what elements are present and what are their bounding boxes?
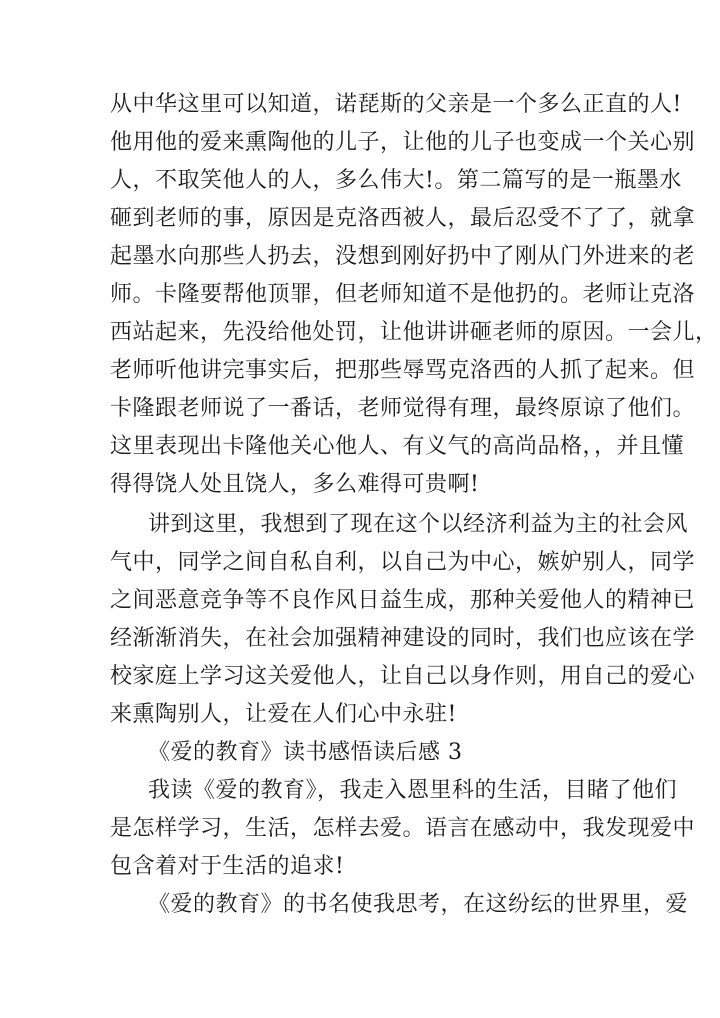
text-line: 师。卡隆要帮他顶罪，但老师知道不是他扔的。老师让克洛 [110, 282, 696, 307]
text-line: 砸到老师的事，原因是克洛西被人，最后忍受不了了，就拿 [110, 206, 696, 231]
text-line: 包含着对于生活的追求! [110, 854, 345, 879]
text-line: 气中，同学之间自私自利，以自己为中心，嫉妒别人，同学 [110, 550, 696, 575]
paragraph-first-line: 讲到这里，我想到了现在这个以经济利益为主的社会风 [148, 512, 689, 537]
text-line: 他用他的爱来熏陶他的儿子，让他的儿子也变成一个关心别 [110, 130, 696, 155]
text-line: 西站起来，先没给他处罚，让他讲讲砸老师的原因。一会儿， [110, 320, 718, 345]
text-line: 之间恶意竞争等不良作风日益生成，那种关爱他人的精神已 [110, 588, 696, 613]
text-line: 得得饶人处且饶人，多么难得可贵啊! [110, 472, 480, 497]
text-line: 这里表现出卡隆他关心他人、有义气的高尚品格，，并且懂 [110, 434, 685, 459]
text-line: 人，不取笑他人的人，多么伟大!。第二篇写的是一瓶墨水 [110, 168, 682, 193]
section-heading: 《爱的教育》读书感悟读后感 3 [148, 740, 463, 765]
text-line: 经渐渐消失，在社会加强精神建设的同时，我们也应该在学 [110, 626, 696, 651]
text-line: 校家庭上学习这关爱他人，让自己以身作则，用自己的爱心 [110, 664, 696, 689]
text-line: 卡隆跟老师说了一番话，老师觉得有理，最终原谅了他们。 [110, 396, 696, 421]
text-line: 来熏陶别人，让爱在人们心中永驻! [110, 702, 457, 727]
paragraph-first-line: 我读《爱的教育》，我走入恩里科的生活，目睹了他们 [148, 778, 678, 803]
text-line: 从中华这里可以知道，诺琵斯的父亲是一个多么正直的人! [110, 92, 682, 117]
text-line: 老师听他讲完事实后，把那些辱骂克洛西的人抓了起来。但 [110, 358, 696, 383]
text-line: 是怎样学习，生活，怎样去爱。语言在感动中，我发现爱中 [110, 816, 696, 841]
paragraph-first-line: 《爱的教育》的书名使我思考，在这纷纭的世界里，爱 [148, 892, 689, 917]
text-line: 起墨水向那些人扔去，没想到刚好扔中了刚从门外进来的老 [110, 244, 696, 269]
